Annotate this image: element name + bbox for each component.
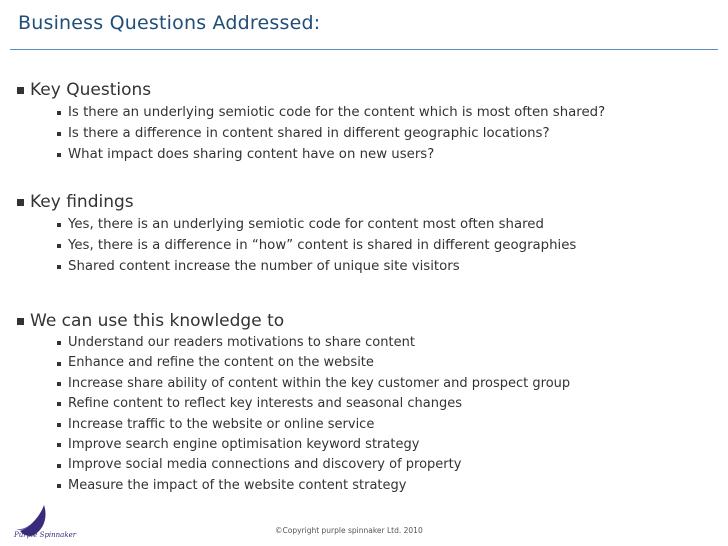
bullet-square-icon [17, 318, 24, 325]
list-item: Yes, there is a difference in “how” content is shared in different geographies [57, 235, 576, 256]
bullet-icon [57, 443, 61, 447]
bullet-icon [57, 111, 61, 115]
list-item: Improve search engine optimisation keyword strategy [57, 435, 570, 455]
list-item: Is there an underlying semiotic code for the content which is most often shared? [57, 102, 605, 123]
list-item: Improve social media connections and discovery of property [57, 455, 570, 475]
bullet-icon [57, 244, 61, 248]
bullet-icon [57, 265, 61, 269]
bullet-icon [57, 362, 61, 366]
list-item: Understand our readers motivations to share content [57, 333, 570, 353]
list-item: What impact does sharing content have on new users? [57, 144, 605, 165]
copyright-footer: ©Copyright purple spinnaker Ltd. 2010 [275, 526, 423, 535]
section-heading: Key findings [30, 192, 134, 212]
logo-wordmark: Purple Spinnaker [14, 531, 77, 539]
section-key-questions [17, 80, 605, 165]
bullet-square-icon [17, 199, 24, 206]
section-key-findings [17, 192, 576, 277]
page-title: Business Questions Addressed: [18, 12, 321, 34]
list-item: Increase share ability of content within the key customer and prospect group [57, 374, 570, 394]
section-heading: Key Questions [30, 80, 152, 100]
bullet-list [17, 102, 605, 165]
bullet-icon [57, 402, 61, 406]
bullet-list [17, 333, 570, 496]
list-item: Shared content increase the number of unique site visitors [57, 256, 576, 277]
bullet-icon [57, 153, 61, 157]
list-item: Yes, there is an underlying semiotic code for content most often shared [57, 214, 576, 235]
section-heading: We can use this knowledge to [30, 311, 285, 331]
bullet-list [17, 214, 576, 277]
bullet-icon [57, 341, 61, 345]
section-use-knowledge [17, 311, 570, 496]
list-item: Enhance and refine the content on the website [57, 353, 570, 373]
bullet-icon [57, 223, 61, 227]
title-divider [10, 49, 718, 50]
bullet-icon [57, 132, 61, 136]
bullet-icon [57, 423, 61, 427]
list-item: Measure the impact of the website content strategy [57, 476, 570, 496]
list-item: Is there a difference in content shared in different geographic locations? [57, 123, 605, 144]
list-item: Refine content to reflect key interests and seasonal changes [57, 394, 570, 414]
bullet-icon [57, 484, 61, 488]
list-item: Increase traffic to the website or online service [57, 415, 570, 435]
bullet-square-icon [17, 87, 24, 94]
bullet-icon [57, 382, 61, 386]
bullet-icon [57, 464, 61, 468]
